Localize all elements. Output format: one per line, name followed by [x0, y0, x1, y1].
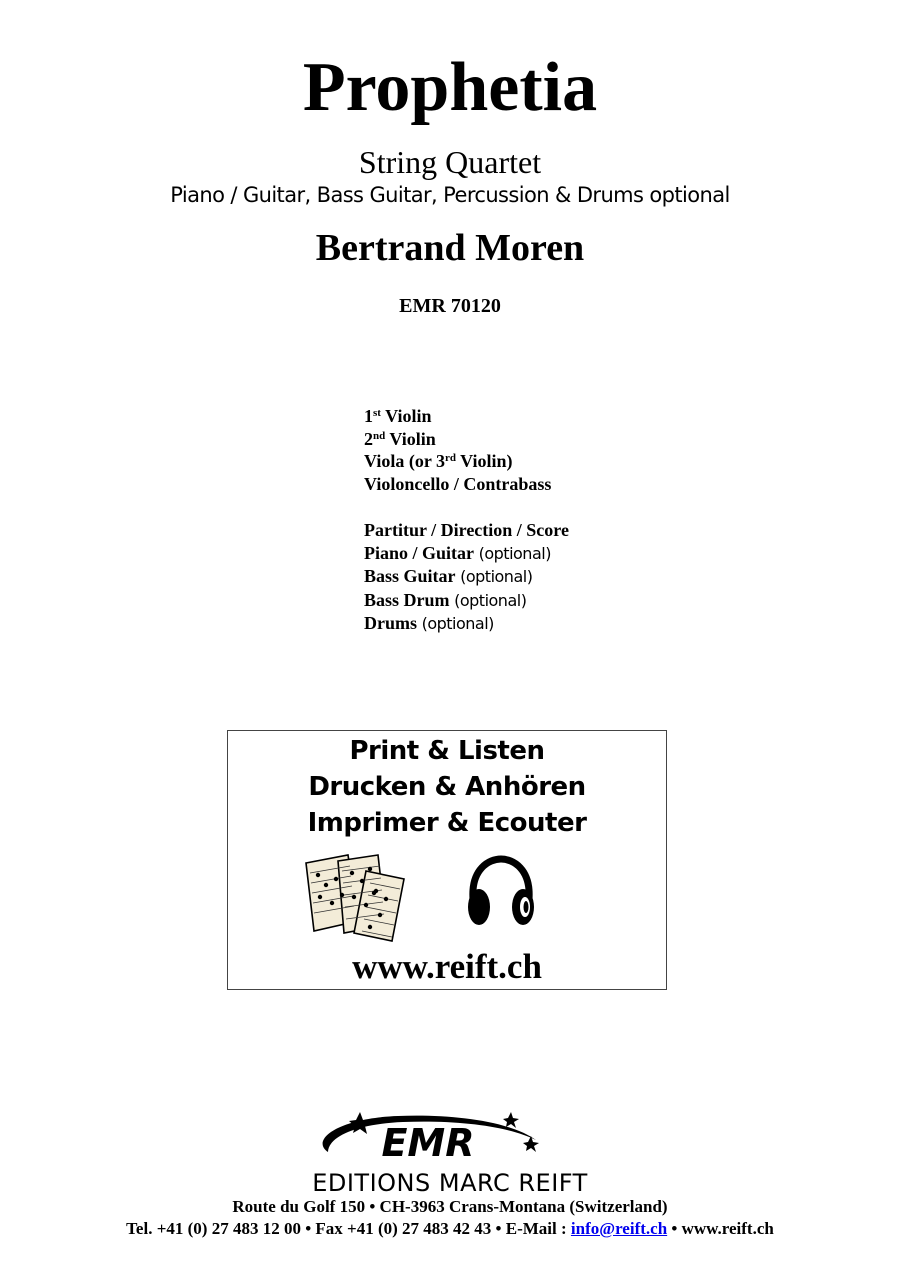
part-violin-1: 1st Violin [364, 406, 432, 426]
part-cello: Violoncello / Contrabass [364, 473, 552, 494]
sheet-music-icon [300, 851, 410, 943]
publisher-contact: Tel. +41 (0) 27 483 12 00 • Fax +41 (0) 27 483 42 43 • E-Mail : info@reift.ch • www.reift.ch [126, 1219, 774, 1238]
publisher-address: Route du Golf 150 • CH-3963 Crans-Montana (Switzerland) [232, 1197, 668, 1216]
promo-line-english: Print & Listen [349, 736, 545, 766]
promo-line-french: Imprimer & Ecouter [307, 808, 587, 838]
composer-name: Bertrand Moren [315, 227, 585, 269]
part-score: Partitur / Direction / Score [364, 520, 569, 540]
print-listen-box [227, 730, 667, 990]
part-drums: Drums (optional) [364, 613, 494, 634]
instrumentation-note: Piano / Guitar, Bass Guitar, Percussion & Drums optional [170, 183, 730, 207]
emr-logo [308, 1110, 548, 1170]
part-viola: Viola (or 3rd Violin) [364, 451, 513, 472]
email-link[interactable]: info@reift.ch [570, 1219, 668, 1238]
string-parts-list [364, 405, 551, 495]
emr-logo-text: EMR [381, 1121, 475, 1165]
catalog-number: EMR 70120 [399, 295, 501, 317]
part-bass-drum: Bass Drum (optional) [364, 589, 527, 610]
score-subtitle: String Quartet [358, 144, 542, 180]
part-violin-2: 2nd Violin [364, 428, 436, 449]
part-bass-guitar: Bass Guitar (optional) [364, 566, 533, 587]
publisher-name: EDITIONS MARC REIFT [312, 1169, 588, 1197]
headphones-icon [465, 855, 537, 931]
part-piano-guitar: Piano / Guitar (optional) [364, 542, 551, 563]
promo-website-link[interactable]: www.reift.ch [352, 947, 542, 986]
promo-line-german: Drucken & Anhören [308, 772, 586, 802]
score-title: Prophetia [302, 49, 598, 126]
additional-parts-list [364, 519, 569, 636]
